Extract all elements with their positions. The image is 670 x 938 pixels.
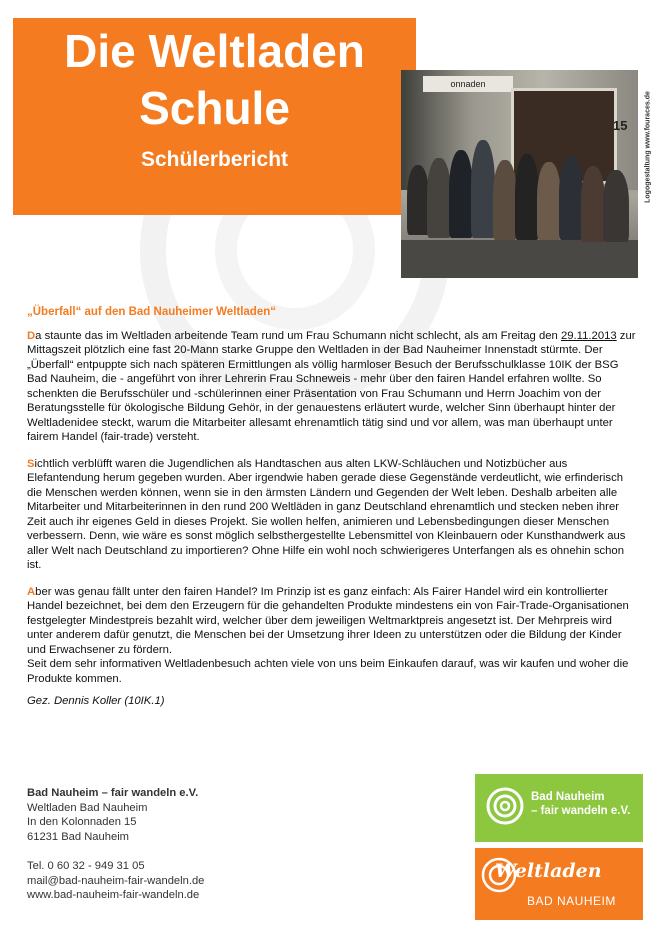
group-photo — [401, 70, 638, 278]
initial-letter: S — [27, 457, 35, 470]
date-underlined: 29.11.2013 — [560, 329, 617, 342]
article — [27, 305, 637, 721]
photo-person — [515, 154, 539, 240]
photo-ground — [401, 240, 638, 278]
initial-letter: D — [27, 329, 36, 342]
logo-line: – fair wandeln e.V. — [531, 805, 631, 817]
photo-shop-sign: onnaden — [423, 76, 513, 92]
photo-person — [427, 158, 451, 238]
article-paragraph-2 — [27, 457, 637, 573]
paragraph-text: a staunte das im Weltladen arbeitende Team rund um Frau Schumann nicht schlecht, als am Freitag den — [35, 329, 561, 342]
paragraph-text: ber was genau fällt unter den fairen Handel? Im Prinzip ist es ganz einfach: Als Fairer Handel wird ein kontrollierter Handel bezeichnet, bei dem den Erzeugern für die gehandelten Produkte mindestens ein von Fair-Trade-Organisationen festgelegter Mindestpreis bezahlt wird, welcher über dem jeweiligen Weltmarktpreis angesetzt ist. Der Mehrpreis wird unter anderem dafür genutzt, die Menschen bei der Umsetzung ihrer Ideen zu unterstützen oder die Bildung der Kinder und Erwachsener zu fördern. — [27, 585, 629, 656]
article-paragraph-3 — [27, 585, 637, 687]
photo-person — [603, 170, 629, 242]
photo-person — [449, 150, 473, 238]
title-banner — [13, 18, 416, 215]
address-mail[interactable]: mail@bad-nauheim-fair-wandeln.de — [27, 874, 205, 887]
signature: Gez. Dennis Koller (10IK.1) — [27, 695, 165, 707]
paragraph-text: ichtlich verblüfft waren die Jugendlichen als Handtaschen aus alten LKW-Schläuchen und Notizbücher aus Elefantendung herum gegeben wurden. Aber irgendwie haben gerade diese Gegenstände verdeutlicht, wie erfinderisch die Menschen werden können, wenn sie in den ärmsten Ländern und Gegenden der Welt leben. Deshalb arbeiten alle Mitarbeiter und Mitarbeiterinnen in den rund 200 Weltläden in ganz Deutschland ehrenamtlich und stecken neben ihrer Zeit auch ihr eigenes Geld in dieses Projekt. Sie wollen helfen, animieren und Lebensbedingungen dieser Menschen verbessern. Denn, wie wäre es sonst möglich selbsthergestellte Lebensmittel von Kleinbauern oder Kunsthandwerk aus aller Welt nach Deutschland zu importieren? Ohne Hilfe ein wohl noch schwierigeres Unterfangen als es ohnehin schon ist. — [27, 457, 626, 571]
address-web[interactable]: www.bad-nauheim-fair-wandeln.de — [27, 889, 200, 902]
fair-wandeln-logo-text — [531, 790, 630, 818]
address-org: Bad Nauheim – fair wandeln e.V. — [27, 787, 199, 799]
photo-person — [581, 166, 605, 242]
weltladen-logo-city: BAD NAUHEIM — [527, 894, 616, 908]
logo-line: Bad Nauheim — [531, 791, 605, 803]
address-line: In den Kolonnaden 15 — [27, 816, 137, 829]
logo-credit — [641, 22, 655, 272]
paragraph-text: Seit dem sehr informativen Weltladenbesuch achten viele von uns beim Einkaufen darauf, was wir kaufen und woher die Produkte kommen. — [27, 658, 629, 685]
paragraph-text: zur Mittagszeit plötzlich eine fast 20-Mann starke Gruppe den Weltladen in der Bad Nauheimer Innenstadt stürmte. Der „Überfall“ entpuppte sich nach späteren Ermittlungen als völlig harmloser Besuch der Berufsschulklasse 10IK der BSG Bad Nauheim, die - angeführt von ihrer Lehrerin Frau Schneweis - mehr über den fairen Handel erfahren wollte. So schenkten die Berufsschüler und -schülerinnen einer Präsentation von Frau Schumann und Herrn Joachim von der Beratungsstelle für ökologische Bildung Gehör, in der genauestens erläutert wurde, welcher Sinn überhaupt hinter der Weltladenidee steckt, warum die Mitarbeiter allesamt ehrenamtlich tätig sind und vor allem, was man überhaupt unter fairem Handel (fair-trade) versteht. — [27, 329, 636, 443]
photo-person — [407, 165, 429, 235]
photo-house-number: 15 — [613, 118, 628, 133]
photo-person — [559, 156, 583, 240]
spiral-icon — [483, 782, 527, 832]
title-line-1: Die Weltladen — [64, 25, 365, 77]
weltladen-logo-word: Weltladen — [495, 860, 602, 882]
fair-wandeln-logo — [475, 774, 643, 842]
address-line: Weltladen Bad Nauheim — [27, 801, 148, 814]
photo-person — [493, 160, 517, 240]
photo-person — [471, 140, 495, 238]
address-block — [27, 786, 204, 903]
weltladen-logo — [475, 848, 643, 920]
article-headline: „Überfall“ auf den Bad Nauheimer Weltladen“ — [27, 306, 277, 318]
address-tel: Tel. 0 60 32 - 949 31 05 — [27, 859, 145, 872]
initial-letter: A — [27, 585, 36, 598]
photo-person — [537, 162, 561, 240]
title-line-2: Schule — [139, 82, 290, 134]
article-paragraph-1 — [27, 329, 637, 445]
subtitle: Schülerbericht — [140, 148, 289, 171]
logo-credit-text: Logogestaltung www.fouraces.de — [644, 91, 652, 203]
address-line: 61231 Bad Nauheim — [27, 831, 130, 844]
